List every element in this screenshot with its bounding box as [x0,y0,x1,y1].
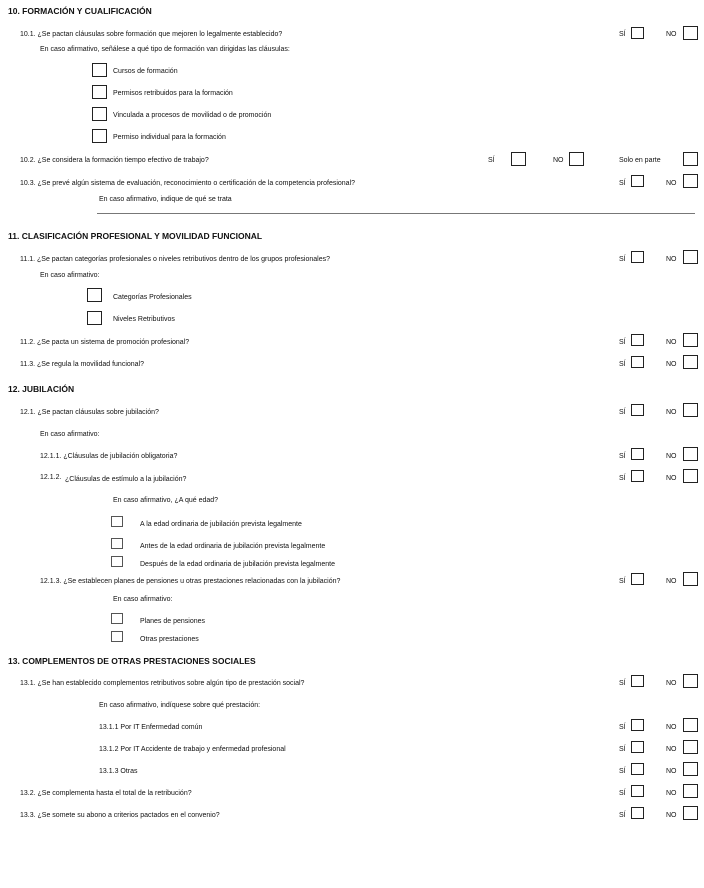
q12-1-1-yes-checkbox[interactable] [631,448,644,460]
q10-2-yes-checkbox[interactable] [511,152,526,166]
question-10-1: 10.1. ¿Se pactan cláusulas sobre formación que mejoren lo legalmente establecido? [20,31,283,38]
q11-3-no-checkbox[interactable] [683,355,698,369]
yes-label: SÍ [619,724,626,731]
q11-1-no-checkbox[interactable] [683,250,698,264]
option-otras-label: Otras prestaciones [140,636,199,643]
yes-label: SÍ [619,409,626,416]
q10-2-no-checkbox[interactable] [569,152,584,166]
question-12-1: 12.1. ¿Se pactan cláusulas sobre jubilación? [20,409,159,416]
q12-1-2-no-checkbox[interactable] [683,469,698,483]
option-permiso-individual-label: Permiso individual para la formación [113,134,226,141]
q10-1-no-checkbox[interactable] [683,26,698,40]
option-movilidad-checkbox[interactable] [92,107,107,121]
yes-label: SÍ [619,680,626,687]
answer-line[interactable] [97,213,695,214]
no-label: NO [666,812,677,819]
q13-1-3-yes-checkbox[interactable] [631,763,644,775]
yes-label: SÍ [619,790,626,797]
q11-2-no-checkbox[interactable] [683,333,698,347]
section-11-title: 11. CLASIFICACIÓN PROFESIONAL Y MOVILIDAD FUNCIONAL [8,231,263,241]
option-cursos-label: Cursos de formación [113,68,178,75]
q12-1-2-yes-checkbox[interactable] [631,470,644,482]
q11-2-yes-checkbox[interactable] [631,334,644,346]
question-12-1-2-number: 12.1.2. [40,474,62,481]
yes-label: SÍ [619,453,626,460]
no-label: NO [666,475,677,482]
question-11-1: 11.1. ¿Se pactan categorías profesionales o niveles retributivos dentro de los grupos profesionales? [20,256,330,263]
question-12-1-3: 12.1.3. ¿Se establecen planes de pensiones u otras prestaciones relacionadas con la jubilación? [40,578,341,585]
question-12-1-1: 12.1.1. ¿Cláusulas de jubilación obligatoria? [40,453,178,460]
item-13-1-2: 13.1.2 Por IT Accidente de trabajo y enfermedad profesional [99,746,286,753]
option-cursos-checkbox[interactable] [92,63,107,77]
question-12-1-followup: En caso afirmativo: [40,431,100,438]
q13-1-3-no-checkbox[interactable] [683,762,698,776]
yes-label: SÍ [619,361,626,368]
option-niveles-label: Niveles Retributivos [113,316,175,323]
yes-label: SÍ [619,180,626,187]
question-10-3: 10.3. ¿Se prevé algún sistema de evaluación, reconocimiento o certificación de la competencia profesional? [20,180,356,187]
question-12-1-2-followup: En caso afirmativo, ¿A qué edad? [113,497,219,504]
section-12-title: 12. JUBILACIÓN [8,384,75,394]
no-label: NO [666,180,677,187]
q11-3-yes-checkbox[interactable] [631,356,644,368]
age-despues-label: Después de la edad ordinaria de jubilación prevista legalmente [140,561,335,568]
section-10-title: 10. FORMACIÓN Y CUALIFICACIÓN [8,6,152,16]
question-10-2: 10.2. ¿Se considera la formación tiempo efectivo de trabajo? [20,157,209,164]
q10-2-partial-checkbox[interactable] [683,152,698,166]
q12-1-no-checkbox[interactable] [683,403,698,417]
question-12-1-3-followup: En caso afirmativo: [113,596,173,603]
option-planes-checkbox[interactable] [111,613,123,624]
q12-1-3-yes-checkbox[interactable] [631,573,644,585]
no-label: NO [666,746,677,753]
item-13-1-3: 13.1.3 Otras [99,768,138,775]
option-permisos-label: Permisos retribuidos para la formación [113,90,233,97]
no-label: NO [666,256,677,263]
q10-3-yes-checkbox[interactable] [631,175,644,187]
question-13-3: 13.3. ¿Se somete su abono a criterios pactados en el convenio? [20,812,220,819]
q12-1-1-no-checkbox[interactable] [683,447,698,461]
yes-label: SÍ [619,31,626,38]
yes-label: SÍ [619,475,626,482]
question-13-1: 13.1. ¿Se han establecido complementos retributivos sobre algún tipo de prestación social? [20,680,305,687]
no-label: NO [666,409,677,416]
age-despues-checkbox[interactable] [111,556,123,567]
option-otras-checkbox[interactable] [111,631,123,642]
no-label: NO [666,361,677,368]
no-label: NO [666,724,677,731]
age-antes-checkbox[interactable] [111,538,123,549]
no-label: NO [666,31,677,38]
q13-1-yes-checkbox[interactable] [631,675,644,687]
option-niveles-checkbox[interactable] [87,311,102,325]
option-categorias-checkbox[interactable] [87,288,102,302]
question-13-2: 13.2. ¿Se complementa hasta el total de la retribución? [20,790,192,797]
question-11-3: 11.3. ¿Se regula la movilidad funcional? [20,361,145,368]
no-label: NO [666,790,677,797]
question-10-1-followup: En caso afirmativo, señálese a qué tipo de formación van dirigidas las cláusulas: [40,46,290,53]
no-label: NO [553,157,564,164]
q10-1-yes-checkbox[interactable] [631,27,644,39]
q13-1-2-no-checkbox[interactable] [683,740,698,754]
item-13-1-1: 13.1.1 Por IT Enfermedad común [99,724,203,731]
q10-3-no-checkbox[interactable] [683,174,698,188]
question-10-3-followup: En caso afirmativo, indique de qué se trata [99,196,232,203]
no-label: NO [666,768,677,775]
partial-label: Solo en parte [619,157,661,164]
q12-1-yes-checkbox[interactable] [631,404,644,416]
option-permiso-individual-checkbox[interactable] [92,129,107,143]
no-label: NO [666,453,677,460]
q12-1-3-no-checkbox[interactable] [683,572,698,586]
q13-1-no-checkbox[interactable] [683,674,698,688]
q13-1-1-no-checkbox[interactable] [683,718,698,732]
no-label: NO [666,339,677,346]
q13-2-no-checkbox[interactable] [683,784,698,798]
q13-3-no-checkbox[interactable] [683,806,698,820]
question-11-1-followup: En caso afirmativo: [40,272,100,279]
age-ordinaria-checkbox[interactable] [111,516,123,527]
q11-1-yes-checkbox[interactable] [631,251,644,263]
question-12-1-2: ¿Cláusulas de estímulo a la jubilación? [65,476,187,483]
option-movilidad-label: Vinculada a procesos de movilidad o de promoción [113,112,272,119]
option-permisos-checkbox[interactable] [92,85,107,99]
q13-1-2-yes-checkbox[interactable] [631,741,644,753]
yes-label: SÍ [619,256,626,263]
q13-2-yes-checkbox[interactable] [631,785,644,797]
option-planes-label: Planes de pensiones [140,618,205,625]
no-label: NO [666,680,677,687]
section-13-title: 13. COMPLEMENTOS DE OTRAS PRESTACIONES SOCIALES [8,656,256,666]
yes-label: SÍ [619,746,626,753]
no-label: NO [666,578,677,585]
age-ordinaria-label: A la edad ordinaria de jubilación prevista legalmente [140,521,302,528]
yes-label: SÍ [619,812,626,819]
option-categorias-label: Categorías Profesionales [113,294,192,301]
yes-label: SÍ [488,157,495,164]
q13-3-yes-checkbox[interactable] [631,807,644,819]
q13-1-1-yes-checkbox[interactable] [631,719,644,731]
yes-label: SÍ [619,768,626,775]
question-11-2: 11.2. ¿Se pacta un sistema de promoción profesional? [20,339,190,346]
age-antes-label: Antes de la edad ordinaria de jubilación prevista legalmente [140,543,326,550]
yes-label: SÍ [619,578,626,585]
question-13-1-followup: En caso afirmativo, indíquese sobre qué prestación: [99,702,261,709]
yes-label: SÍ [619,339,626,346]
